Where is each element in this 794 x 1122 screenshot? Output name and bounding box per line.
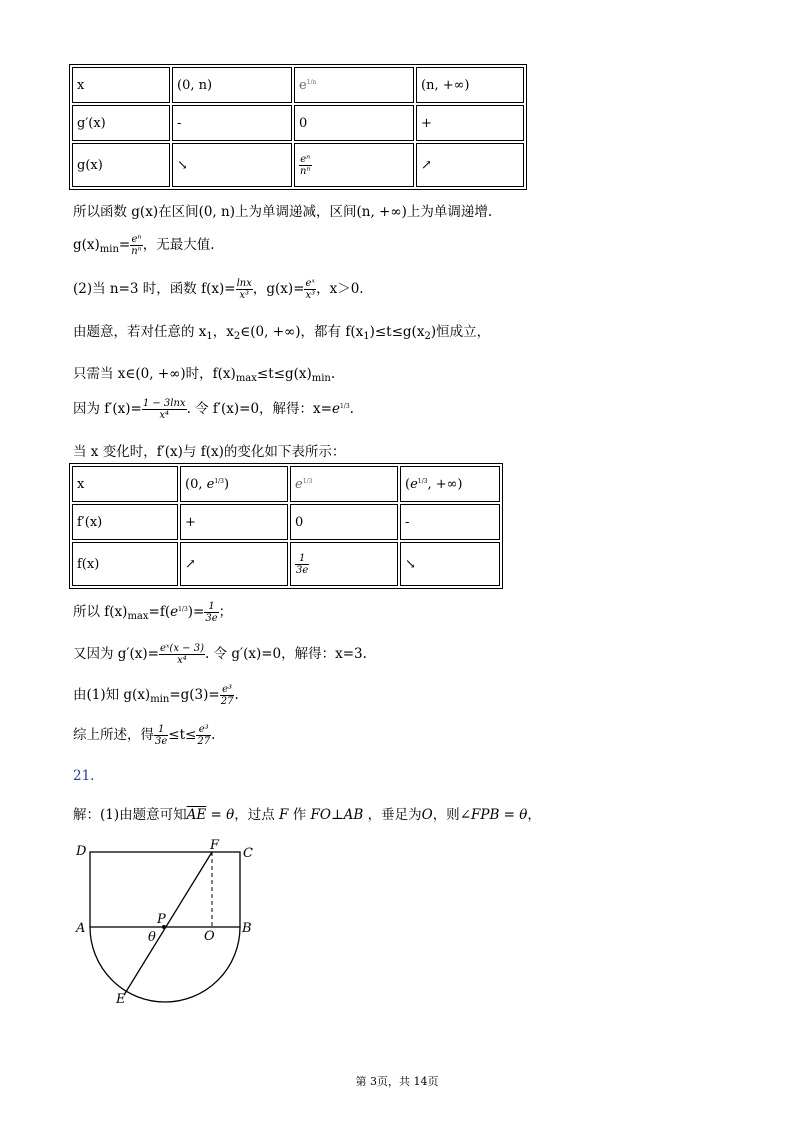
label-e: E	[116, 992, 126, 1007]
t2-max-value: $\frac{1}{3e}$	[290, 542, 398, 586]
t2-header-x: x	[72, 466, 178, 502]
t1-derivative-label: g′(x)	[72, 105, 170, 141]
t2-derivative-label: f′(x)	[72, 504, 178, 540]
text-part2-functions: (2)当 n=3 时，函数 f(x)= $\frac{\ln x}{\text{x³}}$ ，g(x)= $\frac{\text{eˣ}}{\text{x³}}$ ，x＞0.	[73, 278, 364, 301]
label-b: B	[242, 921, 252, 936]
text-monotonicity: 所以函数 g(x)在区间(0, n)上为单调递减，区间(n, +∞)上为单调递增.	[73, 204, 493, 220]
variation-table-f	[69, 463, 503, 589]
t2-derivative-right: -	[400, 504, 500, 540]
t1-header-x: x	[72, 67, 170, 103]
label-c: C	[243, 846, 253, 861]
label-f: F	[210, 838, 220, 853]
page-footer: 第 3页，共 14页	[355, 1075, 439, 1088]
t1-decreasing-arrow: ↘	[172, 143, 292, 187]
t1-derivative-right: +	[416, 105, 524, 141]
t2-derivative-left: +	[180, 504, 288, 540]
t1-critical-point: $e^{1/n}$	[294, 67, 414, 103]
t2-function-label: f(x)	[72, 542, 178, 586]
t2-interval-left: (0, $e^{1/3}$)	[180, 466, 288, 502]
text-derivative-g: 又因为 g′(x)= $\frac{\text{eˣ(x − 3)}}{\text{x⁴}}$ . 令 g′(x)=0，解得：x=3.	[73, 643, 367, 666]
t1-interval-left: (0, n)	[172, 67, 292, 103]
text-fmax: 所以 $f(x)_{max}=f(e^{1/3})=$ $\frac{1}{3e}$ ；	[73, 601, 233, 624]
t1-function-label: g(x)	[72, 143, 170, 187]
label-o: O	[204, 929, 215, 944]
geometry-diagram	[60, 835, 260, 1015]
label-p: P	[157, 912, 166, 927]
text-requirement: 只需当 x∈(0, +∞)时，$f(x)_{max}\le t\le g(x)_{min}$.	[73, 366, 336, 384]
t2-interval-right: ($e^{1/3}$, +∞)	[400, 466, 500, 502]
line-fe	[124, 852, 212, 995]
text-table-intro: 当 x 变化时，f′(x)与 f(x)的变化如下表所示：	[73, 444, 346, 460]
text-gmin-value: 由(1)知 $g(x)_{min}=g(3)=$ $\frac{\text{e³}}{27}$ .	[73, 684, 239, 707]
variation-table-g	[69, 64, 527, 190]
label-a: A	[76, 921, 86, 936]
t2-decreasing-arrow: ↘	[400, 542, 500, 586]
label-d: D	[76, 844, 87, 859]
text-derivative-f: 因为 f′(x)= $\frac{1 - 3\ln x}{\text{x⁴}}$ . 令 f′(x)=0，解得：$x=e^{1/3}$.	[73, 398, 354, 421]
semicircle-arc	[90, 927, 240, 1002]
t1-min-value: $\frac{\text{eⁿ}}{\text{nⁿ}}$	[294, 143, 414, 187]
question-number: 21.	[73, 768, 95, 784]
text-condition: 由题意，若对任意的 $x_1$，$x_2\in(0$, +∞)，都有 $f(x_1)\le t\le g(x_2)$恒成立，	[73, 324, 491, 342]
text-gmin: $g(x)_{min}=$ $\frac{\text{eⁿ}}{\text{nⁿ}}$ ，无最大值.	[73, 234, 215, 257]
t1-increasing-arrow: ↗	[416, 143, 524, 187]
t2-increasing-arrow: ↗	[180, 542, 288, 586]
t2-derivative-mid: 0	[290, 504, 398, 540]
text-solution-21: 解：(1)由题意可知$\overline{AE} = \theta$，过点 F 作 FO⊥AB ，垂足为O，则∠FPB = θ，	[73, 807, 541, 823]
t1-interval-right: (n, +∞)	[416, 67, 524, 103]
t1-derivative-mid: 0	[294, 105, 414, 141]
label-theta: θ	[148, 930, 156, 945]
text-conclusion: 综上所述，得 $\frac{1}{3e}$ ≤t≤ $\frac{\text{e³}}{27}$ .	[73, 724, 216, 747]
t2-critical-point: $e^{1/3}$	[290, 466, 398, 502]
t1-derivative-left: -	[172, 105, 292, 141]
